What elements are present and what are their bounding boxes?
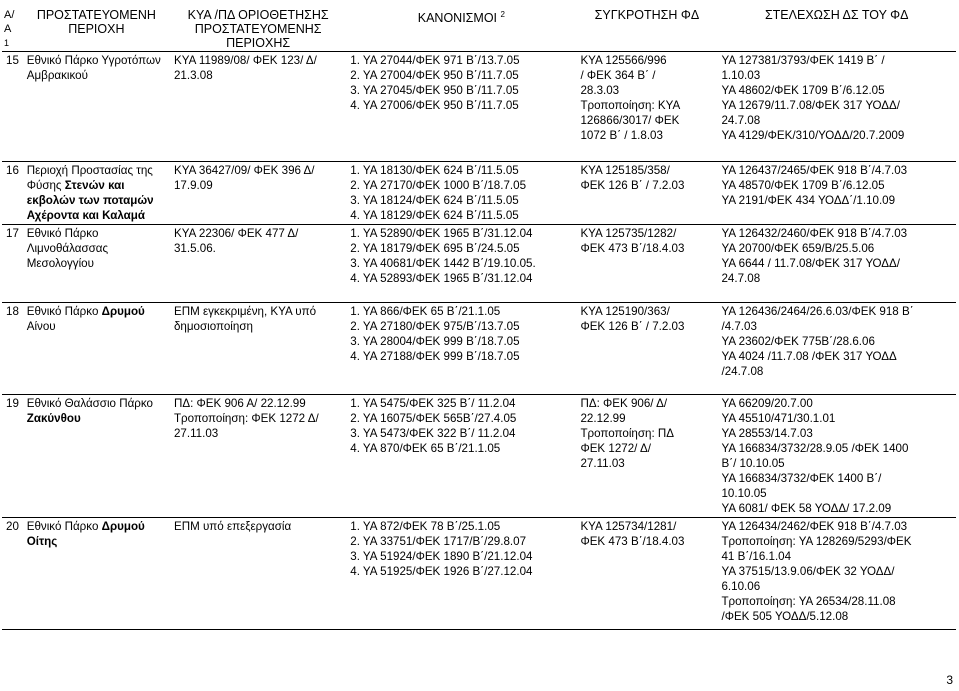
header-body: ΣΥΓΚΡΟΤΗΣΗ ΦΔ [576, 2, 717, 52]
management-body-line: ΚΥΑ 125566/996 [580, 54, 667, 67]
area-name-emphasis: Στενών και εκβολών των ποταμών Αχέροντα και Καλαμά [26, 179, 154, 222]
area-name-tail: Αίνου [26, 320, 56, 333]
kya-decision-line: ΕΠΜ υπό επεξεργασία [173, 520, 292, 533]
management-body-cell [576, 52, 717, 162]
management-body-cell [576, 162, 717, 225]
board-staffing-cell [717, 225, 956, 303]
board-staffing-line: ΥΑ 28553/14.7.03 [721, 427, 813, 440]
board-staffing-line: ΥΑ 48602/ΦΕΚ 1709 Β΄/6.12.05 [721, 84, 885, 97]
board-staffing-cell [717, 303, 956, 395]
area-name-text: Περιοχή Προστασίας της Φύσης [26, 164, 153, 192]
regulation-cell [346, 162, 576, 225]
kya-decision-line: 27.11.03 [173, 427, 219, 440]
area-name [23, 303, 170, 395]
management-body-line: 27.11.03 [580, 457, 625, 470]
regulation-cell [346, 518, 576, 630]
board-staffing-line: ΥΑ 4024 /11.7.08 /ΦΕΚ 317 ΥΟΔΔ [721, 350, 897, 363]
management-body-line: ΠΔ: ΦΕΚ 906/ Δ/ [580, 397, 668, 410]
regulation-cell [346, 225, 576, 303]
board-staffing-line: /ΦΕΚ 505 ΥΟΔΔ/5.12.08 [721, 610, 849, 623]
regulation-line: 1. ΥΑ 872/ΦΕΚ 78 Β΄/25.1.05 [350, 520, 501, 533]
regulation-line: 1. ΥΑ 866/ΦΕΚ 65 Β΄/21.1.05 [350, 305, 501, 318]
kya-decision-line: 21.3.08 [173, 69, 213, 82]
kya-decision-cell [170, 303, 346, 395]
header-staff: ΣΤΕΛΕΧΩΣΗ ΔΣ ΤΟΥ ΦΔ [717, 2, 956, 52]
board-staffing-line: ΥΑ 6081/ ΦΕΚ 58 ΥΟΔΔ/ 17.2.09 [721, 502, 892, 515]
board-staffing-line: ΥΑ 6644 / 11.7.08/ΦΕΚ 317 ΥΟΔΔ/ [721, 257, 901, 270]
board-staffing-line: ΥΑ 37515/13.9.06/ΦΕΚ 32 ΥΟΔΔ/ [721, 565, 895, 578]
management-body-line: 1072 Β΄ / 1.8.03 [580, 129, 663, 142]
board-staffing-line: ΥΑ 126432/2460/ΦΕΚ 918 Β΄/4.7.03 [721, 227, 908, 240]
management-body-cell [576, 303, 717, 395]
regulation-line: 4. ΥΑ 18129/ΦΕΚ 624 Β΄/11.5.05 [350, 209, 519, 222]
kya-decision-cell [170, 395, 346, 518]
regulation-line: 2. ΥΑ 27180/ΦΕΚ 975/Β΄/13.7.05 [350, 320, 520, 333]
board-staffing-line: 10.10.05 [721, 487, 767, 500]
area-name-text: Εθνικό Πάρκο [26, 520, 99, 533]
regulation-line: 3. ΥΑ 27045/ΦΕΚ 950 Β΄/11.7.05 [350, 84, 519, 97]
regulation-line: 1. ΥΑ 52890/ΦΕΚ 1965 Β΄/31.12.04 [350, 227, 533, 240]
management-body-line: ΦΕΚ 126 Β΄ / 7.2.03 [580, 320, 685, 333]
board-staffing-line: ΥΑ 166834/3732/28.9.05 /ΦΕΚ 1400 [721, 442, 909, 455]
management-body-line: ΦΕΚ 473 Β΄/18.4.03 [580, 535, 685, 548]
kya-decision-line: ΚΥΑ 36427/09/ ΦΕΚ 396 Δ/ [173, 164, 315, 177]
management-body-line: 22.12.99 [580, 412, 626, 425]
regulation-line: 3. ΥΑ 5473/ΦΕΚ 322 Β΄/ 11.2.04 [350, 427, 516, 440]
table-row [2, 162, 956, 225]
area-name [23, 162, 170, 225]
kya-decision-cell [170, 518, 346, 630]
board-staffing-line: ΥΑ 45510/471/30.1.01 [721, 412, 836, 425]
regulation-cell [346, 303, 576, 395]
management-body-cell [576, 225, 717, 303]
kya-decision-line: Τροποποίηση: ΦΕΚ 1272 Δ/ [173, 412, 319, 425]
area-name-text: Εθνικό Θαλάσσιο Πάρκο [26, 397, 153, 410]
regulation-line: 2. ΥΑ 16075/ΦΕΚ 565Β΄/27.4.05 [350, 412, 517, 425]
header-kya: ΚΥΑ /ΠΔ ΟΡΙΟΘΕΤΗΣΗΣ ΠΡΟΣΤΑΤΕΥΟΜΕΝΗΣ ΠΕΡΙΟΧΗΣ [170, 2, 346, 52]
area-name-emphasis: Δρυμού Οίτης [26, 520, 145, 548]
area-name-emphasis: Δρυμού [101, 305, 145, 318]
area-name [23, 225, 170, 303]
regulation-line: 2. ΥΑ 33751/ΦΕΚ 1717/Β΄/29.8.07 [350, 535, 527, 548]
regulation-cell [346, 395, 576, 518]
kya-decision-line: ΚΥΑ 22306/ ΦΕΚ 477 Δ/ [173, 227, 299, 240]
regulation-line: 4. ΥΑ 870/ΦΕΚ 65 Β΄/21.1.05 [350, 442, 501, 455]
board-staffing-line: Τροποποίηση: ΥΑ 128269/5293/ΦΕΚ [721, 535, 912, 548]
board-staffing-line: ΥΑ 4129/ΦΕΚ/310/ΥΟΔΔ/20.7.2009 [721, 129, 905, 142]
kya-decision-line: δημοσιοποίηση [173, 320, 253, 333]
kya-decision-line: ΠΔ: ΦΕΚ 906 Α/ 22.12.99 [173, 397, 306, 410]
board-staffing-line: 6.10.06 [721, 580, 761, 593]
regulation-line: 4. ΥΑ 27188/ΦΕΚ 999 Β΄/18.7.05 [350, 350, 520, 363]
row-number: 18 [2, 303, 23, 395]
board-staffing-cell [717, 395, 956, 518]
board-staffing-line: ΥΑ 127381/3793/ΦΕΚ 1419 Β΄ / [721, 54, 885, 67]
board-staffing-line: ΥΑ 166834/3732/ΦΕΚ 1400 Β΄/ [721, 472, 882, 485]
table-row [2, 303, 956, 395]
board-staffing-line: ΥΑ 126434/2462/ΦΕΚ 918 Β΄/4.7.03 [721, 520, 908, 533]
regulation-line: 2. ΥΑ 18179/ΦΕΚ 695 Β΄/24.5.05 [350, 242, 520, 255]
header-area: ΠΡΟΣΤΑΤΕΥΟΜΕΝΗ ΠΕΡΙΟΧΗ [23, 2, 170, 52]
regulation-line: 2. ΥΑ 27004/ΦΕΚ 950 Β΄/11.7.05 [350, 69, 519, 82]
row-number: 19 [2, 395, 23, 518]
board-staffing-cell [717, 518, 956, 630]
regulation-line: 3. ΥΑ 28004/ΦΕΚ 999 Β΄/18.7.05 [350, 335, 520, 348]
regulation-line: 3. ΥΑ 18124/ΦΕΚ 624 Β΄/11.5.05 [350, 194, 519, 207]
management-body-line: / ΦΕΚ 364 Β΄ / [580, 69, 656, 82]
board-staffing-line: Τροποποίηση: ΥΑ 26534/28.11.08 [721, 595, 896, 608]
management-body-line: ΚΥΑ 125190/363/ [580, 305, 670, 318]
table-row [2, 225, 956, 303]
management-body-cell [576, 395, 717, 518]
regulation-line: 4. ΥΑ 27006/ΦΕΚ 950 Β΄/11.7.05 [350, 99, 519, 112]
management-body-line: Τροποποίηση: ΠΔ [580, 427, 675, 440]
board-staffing-line: /4.7.03 [721, 320, 757, 333]
board-staffing-line: 41 Β΄/16.1.04 [721, 550, 792, 563]
management-body-line: 126866/3017/ ΦΕΚ [580, 114, 680, 127]
area-name-text: Εθνικό Πάρκο Λιμνοθάλασσας Μεσολογγίου [26, 227, 109, 270]
table-row [2, 518, 956, 630]
management-body-line: 28.3.03 [580, 84, 620, 97]
board-staffing-line: 24.7.08 [721, 272, 761, 285]
regulation-line: 4. ΥΑ 51925/ΦΕΚ 1926 Β΄/27.12.04 [350, 565, 533, 578]
row-number: 17 [2, 225, 23, 303]
header-regulations: ΚΑΝΟΝΙΣΜΟΙ $^2$ [346, 2, 576, 52]
management-body-line: ΚΥΑ 125734/1281/ [580, 520, 677, 533]
area-name [23, 52, 170, 162]
board-staffing-line: Β΄/ 10.10.05 [721, 457, 785, 470]
regulation-line: 3. ΥΑ 51924/ΦΕΚ 1890 Β΄/21.12.04 [350, 550, 533, 563]
board-staffing-line: ΥΑ 126437/2465/ΦΕΚ 918 Β΄/4.7.03 [721, 164, 908, 177]
board-staffing-line: 1.10.03 [721, 69, 761, 82]
board-staffing-line: ΥΑ 126436/2464/26.6.03/ΦΕΚ 918 Β΄ [721, 305, 914, 318]
kya-decision-line: ΚΥΑ 11989/08/ ΦΕΚ 123/ Δ/ [173, 54, 317, 67]
row-number: 15 [2, 52, 23, 162]
kya-decision-cell [170, 225, 346, 303]
board-staffing-line: /24.7.08 [721, 365, 764, 378]
board-staffing-line: ΥΑ 23602/ΦΕΚ 775Β΄/28.6.06 [721, 335, 875, 348]
management-body-line: Τροποποίηση: ΚΥΑ [580, 99, 681, 112]
board-staffing-line: ΥΑ 2191/ΦΕΚ 434 ΥΟΔΔ΄/1.10.09 [721, 194, 896, 207]
regulation-line: 1. ΥΑ 18130/ΦΕΚ 624 Β΄/11.5.05 [350, 164, 519, 177]
area-name [23, 518, 170, 630]
kya-decision-line: 31.5.06. [173, 242, 216, 255]
row-number: 20 [2, 518, 23, 630]
management-body-line: ΦΕΚ 1272/ Δ/ [580, 442, 651, 455]
management-body-line: ΦΕΚ 126 Β΄ / 7.2.03 [580, 179, 685, 192]
protected-areas-table [2, 2, 956, 630]
regulation-line: 4. ΥΑ 52893/ΦΕΚ 1965 Β΄/31.12.04 [350, 272, 533, 285]
board-staffing-line: ΥΑ 12679/11.7.08/ΦΕΚ 317 ΥΟΔΔ/ [721, 99, 901, 112]
regulation-line: 1. ΥΑ 5475/ΦΕΚ 325 Β΄/ 11.2.04 [350, 397, 516, 410]
board-staffing-line: ΥΑ 48570/ΦΕΚ 1709 Β΄/6.12.05 [721, 179, 885, 192]
board-staffing-cell [717, 162, 956, 225]
regulation-line: 1. ΥΑ 27044/ΦΕΚ 971 Β΄/13.7.05 [350, 54, 520, 67]
header-aa: Α/Α 1 [2, 2, 23, 52]
regulation-line: 3. ΥΑ 40681/ΦΕΚ 1442 Β΄/19.10.05. [350, 257, 536, 270]
management-body-line: ΚΥΑ 125185/358/ [580, 164, 670, 177]
header-row [2, 2, 956, 52]
management-body-line: ΚΥΑ 125735/1282/ [580, 227, 677, 240]
management-body-line: ΦΕΚ 473 Β΄/18.4.03 [580, 242, 685, 255]
table-row [2, 395, 956, 518]
kya-decision-line: 17.9.09 [173, 179, 213, 192]
kya-decision-cell [170, 162, 346, 225]
kya-decision-line: ΕΠΜ εγκεκριμένη, ΚΥΑ υπό [173, 305, 317, 318]
board-staffing-line: ΥΑ 20700/ΦΕΚ 659/Β/25.5.06 [721, 242, 875, 255]
area-name-emphasis: Ζακύνθου [26, 412, 81, 425]
board-staffing-cell [717, 52, 956, 162]
table-row [2, 52, 956, 162]
area-name-text: Εθνικό Πάρκο Υγροτόπων Αμβρακικού [26, 54, 161, 82]
area-name-text: Εθνικό Πάρκο [26, 305, 99, 318]
page-number: 3 [946, 673, 953, 687]
board-staffing-line: ΥΑ 66209/20.7.00 [721, 397, 813, 410]
board-staffing-line: 24.7.08 [721, 114, 761, 127]
management-body-cell [576, 518, 717, 630]
row-number: 16 [2, 162, 23, 225]
kya-decision-cell [170, 52, 346, 162]
area-name [23, 395, 170, 518]
regulation-line: 2. ΥΑ 27170/ΦΕΚ 1000 Β΄/18.7.05 [350, 179, 527, 192]
regulation-cell [346, 52, 576, 162]
